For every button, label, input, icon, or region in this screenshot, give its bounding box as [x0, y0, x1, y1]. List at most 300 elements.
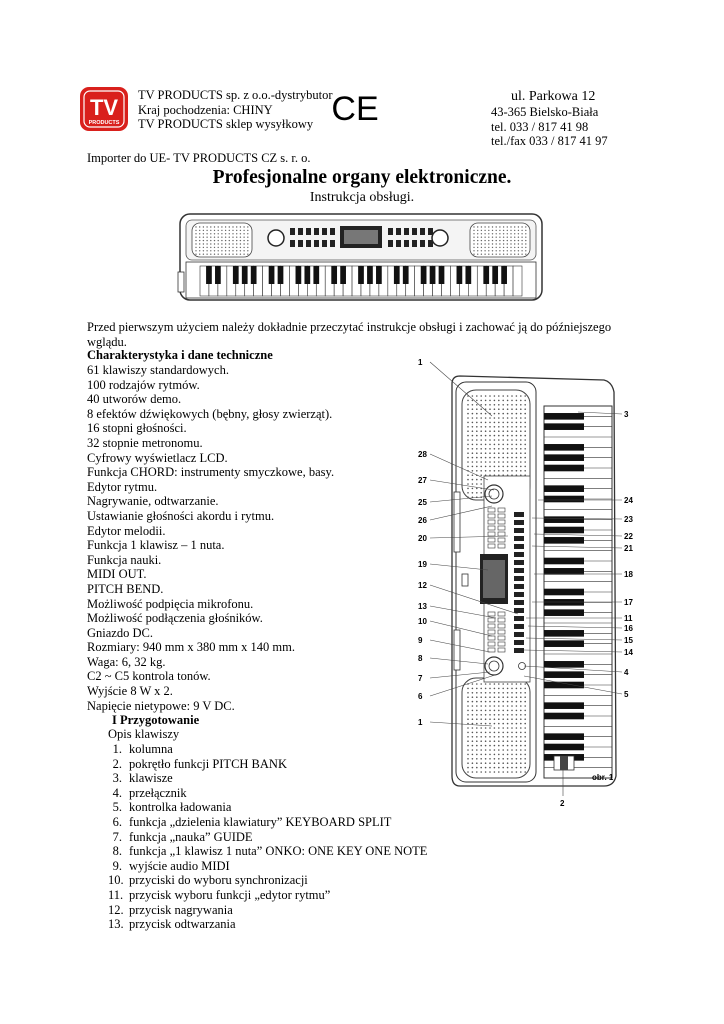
- grille-dot: [480, 400, 482, 402]
- grille-dot: [496, 226, 497, 227]
- grille-dot: [484, 226, 485, 227]
- panel-button: [514, 592, 524, 597]
- grille-dot: [480, 732, 482, 734]
- grille-dot: [498, 422, 500, 424]
- grille-dot: [485, 696, 487, 698]
- grille-dot: [243, 254, 244, 255]
- grille-dot: [480, 736, 482, 738]
- grille-dot: [494, 745, 496, 747]
- grille-dot: [502, 771, 504, 773]
- grille-dot: [524, 430, 526, 432]
- item-number: 11.: [108, 887, 124, 902]
- grille-dot: [476, 413, 478, 415]
- panel-button: [488, 514, 495, 518]
- black-key: [457, 266, 463, 284]
- spec-item: C2 ~ C5 kontrola tonów.: [87, 669, 211, 684]
- grille-dot: [472, 727, 474, 729]
- grille-dot: [492, 254, 493, 255]
- grille-dot: [476, 430, 478, 432]
- grille-dot: [480, 727, 482, 729]
- grille-dot: [480, 448, 482, 450]
- grille-dot: [225, 247, 226, 248]
- grille-dot: [485, 430, 487, 432]
- callout-label: 12: [418, 581, 427, 590]
- grille-dot: [498, 696, 500, 698]
- grille-dot: [489, 749, 491, 751]
- grille-dot: [518, 247, 519, 248]
- grille-dot: [195, 233, 196, 234]
- grille-dot: [488, 243, 489, 244]
- grille-dot: [467, 727, 469, 729]
- grille-dot: [488, 226, 489, 227]
- grille-dot: [476, 736, 478, 738]
- grille-dot: [480, 470, 482, 472]
- grille-dot: [476, 448, 478, 450]
- item-label: klawisze: [129, 771, 173, 786]
- grille-dot: [503, 254, 504, 255]
- grille-dot: [240, 254, 241, 255]
- grille-dot: [507, 395, 509, 397]
- grille-dot: [232, 233, 233, 234]
- grille-dot: [502, 701, 504, 703]
- grille-dot: [489, 417, 491, 419]
- grille-dot: [489, 714, 491, 716]
- panel-button: [514, 560, 524, 565]
- grille-dot: [467, 479, 469, 481]
- grille-dot: [485, 754, 487, 756]
- grille-dot: [467, 496, 469, 498]
- grille-dot: [516, 723, 518, 725]
- grille-dot: [476, 758, 478, 760]
- panel-button: [514, 520, 524, 525]
- grille-dot: [476, 422, 478, 424]
- item-number: 9.: [112, 858, 122, 873]
- grille-dot: [240, 226, 241, 227]
- spec-item: Ustawianie głośności akordu i rytmu.: [87, 508, 275, 523]
- callout-label: 10: [418, 617, 427, 626]
- grille-dot: [502, 705, 504, 707]
- grille-dot: [229, 230, 230, 231]
- grille-dot: [476, 483, 478, 485]
- grille-dot: [229, 243, 230, 244]
- grille-dot: [498, 692, 500, 694]
- grille-dot: [480, 474, 482, 476]
- grille-dot: [467, 740, 469, 742]
- grille-dot: [195, 230, 196, 231]
- black-key: [544, 568, 584, 575]
- distributor-line: TV PRODUCTS sp. z o.o.-dystrybutor: [138, 88, 333, 102]
- grille-dot: [510, 240, 511, 241]
- grille-dot: [221, 233, 222, 234]
- panel-button: [488, 642, 495, 646]
- panel-button: [314, 240, 319, 247]
- grille-dot: [206, 247, 207, 248]
- keys-description-heading: Opis klawiszy: [108, 727, 180, 741]
- grille-dot: [494, 457, 496, 459]
- grille-dot: [229, 237, 230, 238]
- grille-dot: [494, 767, 496, 769]
- grille-dot: [481, 230, 482, 231]
- black-key: [544, 599, 584, 606]
- callout-label: 14: [624, 648, 633, 657]
- grille-dot: [516, 696, 518, 698]
- grille-dot: [480, 395, 482, 397]
- spec-item: Napięcie nietypowe: 9 V DC.: [87, 698, 235, 713]
- black-key: [501, 266, 507, 284]
- black-key: [544, 537, 584, 544]
- grille-dot: [472, 439, 474, 441]
- panel-button: [322, 240, 327, 247]
- grille-dot: [480, 404, 482, 406]
- grille-dot: [494, 439, 496, 441]
- grille-dot: [494, 404, 496, 406]
- grille-dot: [472, 710, 474, 712]
- grille-dot: [507, 247, 508, 248]
- grille-dot: [210, 226, 211, 227]
- black-key: [483, 266, 489, 284]
- black-key: [242, 266, 248, 284]
- grille-dot: [510, 254, 511, 255]
- panel-button: [388, 228, 393, 235]
- grille-dot: [496, 233, 497, 234]
- grille-dot: [240, 247, 241, 248]
- grille-dot: [507, 736, 509, 738]
- grille-dot: [516, 457, 518, 459]
- grille-dot: [516, 758, 518, 760]
- grille-dot: [520, 461, 522, 463]
- grille-dot: [485, 439, 487, 441]
- grille-dot: [502, 714, 504, 716]
- spec-item: Waga: 6, 32 kg.: [87, 654, 166, 669]
- grille-dot: [494, 705, 496, 707]
- grille-dot: [232, 240, 233, 241]
- logo-subtext: PRODUCTS: [88, 120, 120, 126]
- black-key: [313, 266, 319, 284]
- grille-dot: [516, 422, 518, 424]
- grille-dot: [206, 240, 207, 241]
- panel-button: [498, 636, 505, 640]
- callout-label: 5: [624, 690, 629, 699]
- grille-dot: [488, 230, 489, 231]
- black-key: [544, 744, 584, 751]
- grille-dot: [195, 243, 196, 244]
- grille-dot: [502, 426, 504, 428]
- grille-dot: [476, 749, 478, 751]
- grille-dot: [472, 771, 474, 773]
- grille-dot: [524, 461, 526, 463]
- grille-dot: [489, 435, 491, 437]
- item-label: przycisk odtwarzania: [129, 917, 236, 932]
- grille-dot: [507, 692, 509, 694]
- lcd-screen: [344, 230, 378, 244]
- grille-dot: [472, 461, 474, 463]
- grille-dot: [520, 740, 522, 742]
- grille-dot: [524, 457, 526, 459]
- grille-dot: [516, 714, 518, 716]
- grille-dot: [232, 250, 233, 251]
- grille-dot: [472, 736, 474, 738]
- grille-dot: [511, 466, 513, 468]
- panel-button: [488, 508, 495, 512]
- item-label: przycisk nagrywania: [129, 902, 233, 917]
- grille-dot: [472, 422, 474, 424]
- grille-dot: [484, 230, 485, 231]
- grille-dot: [247, 237, 248, 238]
- grille-dot: [472, 488, 474, 490]
- grille-dot: [485, 466, 487, 468]
- grille-dot: [507, 461, 509, 463]
- grille-dot: [476, 435, 478, 437]
- grille-dot: [477, 237, 478, 238]
- grille-dot: [511, 771, 513, 773]
- grille-dot: [476, 732, 478, 734]
- grille-dot: [489, 408, 491, 410]
- grille-dot: [507, 732, 509, 734]
- grille-dot: [492, 237, 493, 238]
- grille-dot: [502, 736, 504, 738]
- grille-dot: [489, 740, 491, 742]
- panel-button: [290, 228, 295, 235]
- grille-dot: [499, 233, 500, 234]
- grille-dot: [210, 250, 211, 251]
- grille-dot: [510, 250, 511, 251]
- grille-dot: [467, 771, 469, 773]
- grille-dot: [524, 422, 526, 424]
- grille-dot: [524, 710, 526, 712]
- grille-dot: [467, 688, 469, 690]
- spec-item: Rozmiary: 940 mm x 380 mm x 140 mm.: [87, 640, 295, 655]
- item-label: funkcja „dzielenia klawiatury” KEYBOARD SPLIT: [129, 814, 392, 829]
- grille-dot: [514, 247, 515, 248]
- grille-dot: [520, 435, 522, 437]
- grille-dot: [195, 237, 196, 238]
- grille-dot: [507, 767, 509, 769]
- grille-dot: [511, 736, 513, 738]
- grille-dot: [507, 683, 509, 685]
- grille-dot: [507, 754, 509, 756]
- grille-dot: [516, 417, 518, 419]
- grille-dot: [489, 404, 491, 406]
- panel-button: [314, 228, 319, 235]
- grille-dot: [498, 683, 500, 685]
- grille-dot: [485, 762, 487, 764]
- grille-dot: [514, 237, 515, 238]
- grille-dot: [507, 718, 509, 720]
- grille-dot: [236, 237, 237, 238]
- black-key: [421, 266, 427, 284]
- panel-button: [498, 520, 505, 524]
- grille-dot: [494, 701, 496, 703]
- grille-dot: [494, 723, 496, 725]
- grille-dot: [467, 696, 469, 698]
- grille-dot: [516, 732, 518, 734]
- grille-dot: [498, 727, 500, 729]
- intro-paragraph: Przed pierwszym użyciem należy dokładnie przeczytać instrukcje obsługi i zachować ją do późniejszego wglądu.: [87, 320, 612, 349]
- black-key: [304, 266, 310, 284]
- grille-dot: [498, 745, 500, 747]
- grille-dot: [502, 470, 504, 472]
- black-key: [233, 266, 239, 284]
- grille-dot: [489, 466, 491, 468]
- grille-dot: [521, 240, 522, 241]
- spec-item: 16 stopni głośności.: [87, 421, 187, 436]
- grille-dot: [514, 233, 515, 234]
- grille-dot: [467, 718, 469, 720]
- grille-dot: [480, 461, 482, 463]
- grille-dot: [473, 226, 474, 227]
- grille-dot: [467, 430, 469, 432]
- panel-button: [514, 512, 524, 517]
- callout-label: 22: [624, 532, 633, 541]
- grille-dot: [472, 426, 474, 428]
- grille-dot: [494, 444, 496, 446]
- black-key: [296, 266, 302, 284]
- grille-dot: [467, 417, 469, 419]
- grille-dot: [520, 395, 522, 397]
- grille-dot: [247, 247, 248, 248]
- grille-dot: [243, 237, 244, 238]
- grille-dot: [502, 688, 504, 690]
- grille-dot: [524, 723, 526, 725]
- grille-dot: [516, 705, 518, 707]
- panel-button: [498, 630, 505, 634]
- grille-dot: [485, 705, 487, 707]
- grille-dot: [524, 444, 526, 446]
- grille-dot: [467, 404, 469, 406]
- grille-dot: [503, 230, 504, 231]
- grille-dot: [236, 233, 237, 234]
- spec-item: Edytor melodii.: [87, 523, 166, 538]
- grille-dot: [489, 395, 491, 397]
- grille-dot: [524, 439, 526, 441]
- grille-dot: [521, 250, 522, 251]
- panel-button: [428, 228, 433, 235]
- grille-dot: [520, 426, 522, 428]
- grille-dot: [507, 696, 509, 698]
- item-number: 12.: [108, 902, 124, 917]
- panel-button: [306, 228, 311, 235]
- grille-dot: [480, 714, 482, 716]
- distributor-info: [138, 88, 333, 132]
- grille-dot: [485, 732, 487, 734]
- grille-dot: [516, 430, 518, 432]
- grille-dot: [214, 226, 215, 227]
- grille-dot: [498, 740, 500, 742]
- grille-dot: [516, 688, 518, 690]
- grille-dot: [502, 740, 504, 742]
- callout-label: 4: [624, 668, 629, 677]
- grille-dot: [472, 762, 474, 764]
- grille-dot: [502, 452, 504, 454]
- spec-item: 61 klawiszy standardowych.: [87, 363, 229, 377]
- grille-dot: [524, 714, 526, 716]
- grille-dot: [221, 240, 222, 241]
- grille-dot: [218, 254, 219, 255]
- black-key: [215, 266, 221, 284]
- grille-dot: [480, 692, 482, 694]
- tv-products-logo: [80, 87, 128, 131]
- grille-dot: [502, 710, 504, 712]
- grille-dot: [494, 732, 496, 734]
- grille-dot: [476, 466, 478, 468]
- grille-dot: [502, 718, 504, 720]
- grille-dot: [516, 439, 518, 441]
- grille-dot: [511, 448, 513, 450]
- grille-dot: [476, 444, 478, 446]
- grille-dot: [203, 250, 204, 251]
- grille-dot: [502, 404, 504, 406]
- item-label: kontrolka ładowania: [129, 800, 232, 815]
- grille-dot: [218, 240, 219, 241]
- grille-dot: [485, 771, 487, 773]
- grille-dot: [476, 404, 478, 406]
- grille-dot: [516, 727, 518, 729]
- grille-dot: [524, 701, 526, 703]
- grille-dot: [485, 413, 487, 415]
- grille-dot: [480, 749, 482, 751]
- grille-dot: [498, 400, 500, 402]
- grille-dot: [480, 483, 482, 485]
- grille-dot: [488, 237, 489, 238]
- grille-dot: [485, 426, 487, 428]
- grille-dot: [516, 762, 518, 764]
- grille-dot: [472, 452, 474, 454]
- panel-button: [488, 648, 495, 652]
- grille-dot: [494, 470, 496, 472]
- grille-dot: [502, 727, 504, 729]
- grille-dot: [229, 240, 230, 241]
- grille-dot: [480, 740, 482, 742]
- spec-list: [87, 363, 334, 713]
- grille-dot: [520, 444, 522, 446]
- grille-dot: [480, 754, 482, 756]
- grille-dot: [485, 745, 487, 747]
- grille-dot: [518, 226, 519, 227]
- grille-dot: [484, 240, 485, 241]
- panel-button: [514, 600, 524, 605]
- grille-dot: [494, 736, 496, 738]
- callout-label: 9: [418, 636, 423, 645]
- grille-dot: [511, 413, 513, 415]
- grille-dot: [524, 705, 526, 707]
- grille-dot: [489, 718, 491, 720]
- item-label: funkcja „1 klawisz 1 nuta” ONKO: ONE KEY ONE NOTE: [129, 844, 428, 859]
- black-key: [544, 527, 584, 534]
- panel-button: [498, 544, 505, 548]
- grille-dot: [476, 439, 478, 441]
- grille-dot: [516, 470, 518, 472]
- grille-dot: [494, 448, 496, 450]
- grille-dot: [489, 470, 491, 472]
- grille-dot: [520, 457, 522, 459]
- grille-dot: [502, 448, 504, 450]
- grille-dot: [516, 754, 518, 756]
- grille-dot: [507, 710, 509, 712]
- grille-dot: [476, 457, 478, 459]
- grille-dot: [472, 395, 474, 397]
- grille-dot: [514, 240, 515, 241]
- panel-button: [404, 228, 409, 235]
- grille-dot: [476, 740, 478, 742]
- white-key: [513, 266, 522, 296]
- panel-button: [412, 240, 417, 247]
- grille-dot: [218, 247, 219, 248]
- grille-dot: [472, 732, 474, 734]
- black-key: [544, 485, 584, 492]
- grille-dot: [480, 426, 482, 428]
- panel-button: [498, 532, 505, 536]
- grille-dot: [525, 233, 526, 234]
